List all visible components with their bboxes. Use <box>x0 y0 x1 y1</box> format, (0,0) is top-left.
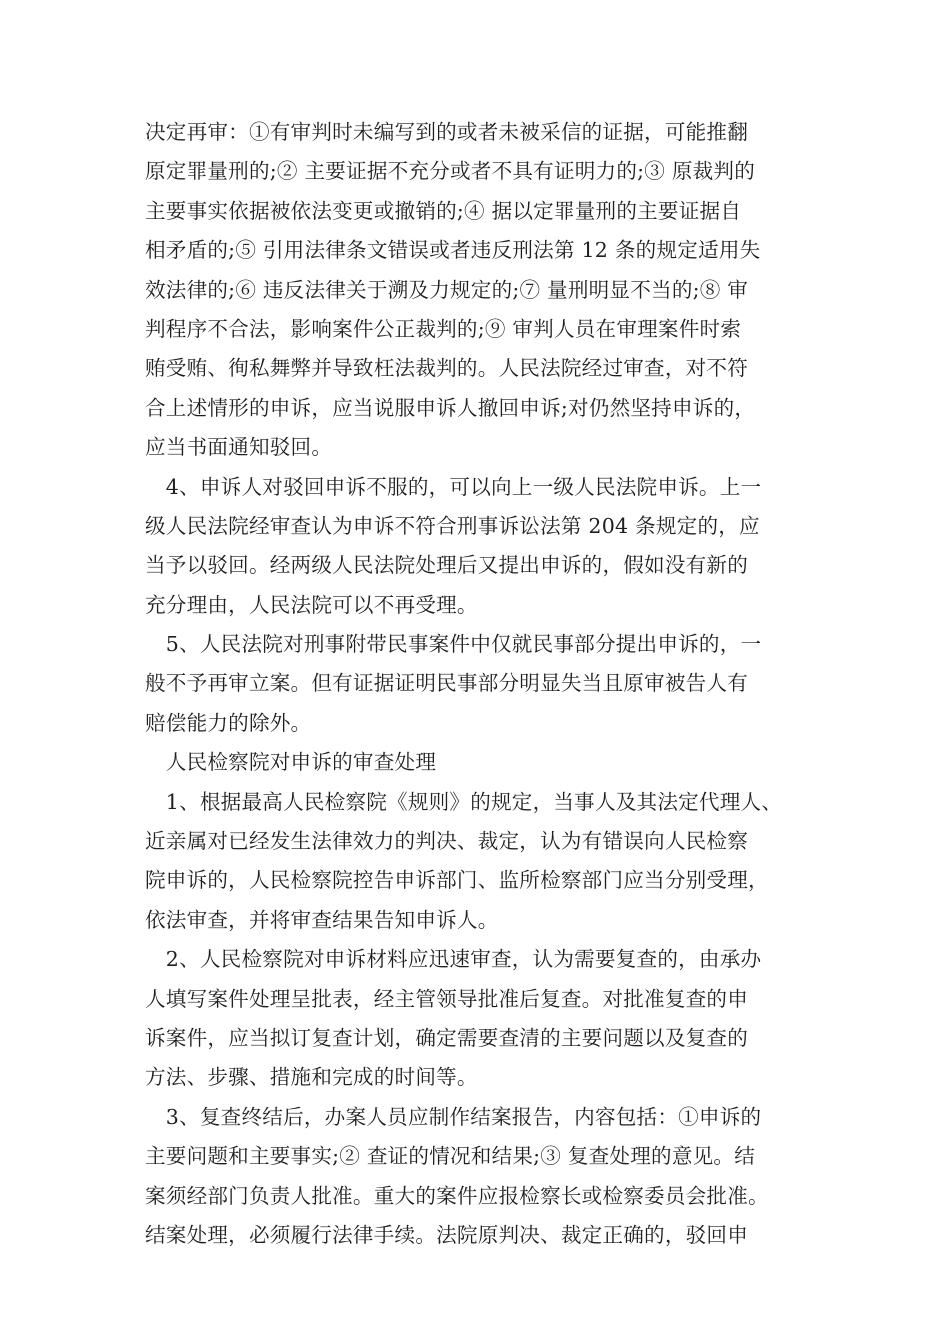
text-line: 般不予再审立案。但有证据证明民事部分明显失当且原审被告人有 <box>145 671 749 696</box>
text-line: 1、根据最高人民检察院《规则》的规定，当事人及其法定代理人、 <box>145 789 783 814</box>
text-line: 4、申诉人对驳回申诉不服的，可以向上一级人民法院申诉。上一 <box>145 474 762 499</box>
text-line: 2、人民检察院对申诉材料应迅速审查，认为需要复查的，由承办 <box>145 947 762 972</box>
text-line: 效法律的;⑥ 违反法律关于溯及力规定的;⑦ 量刑明显不当的;⑧ 审 <box>145 277 749 302</box>
section-heading: 人民检察院对申诉的审查处理 <box>145 750 437 775</box>
text-line: 结案处理，必须履行法律手续。法院原判决、裁定正确的，驳回申 <box>145 1222 749 1247</box>
text-line: 合上述情形的申诉，应当说服申诉人撤回申诉;对仍然坚持申诉的， <box>145 395 756 420</box>
text-line: 原定罪量刑的;② 主要证据不充分或者不具有证明力的;③ 原裁判的 <box>145 159 755 184</box>
text-line: 贿受贿、徇私舞弊并导致枉法裁判的。人民法院经过审查，对不符 <box>145 356 749 381</box>
text-line: 决定再审：①有审判时未编写到的或者未被采信的证据，可能推翻 <box>145 120 749 144</box>
text-line: 依法审查，并将审查结果告知申诉人。 <box>145 907 499 932</box>
text-line: 应当书面通知驳回。 <box>145 435 333 460</box>
text-line: 级人民法院经审查认为申诉不符合刑事诉讼法第 204 条规定的，应 <box>145 513 760 538</box>
text-line: 人填写案件处理呈批表，经主管领导批准后复查。对批准复查的申 <box>145 986 749 1011</box>
document-body <box>145 113 813 1255</box>
text-line: 主要事实依据被依法变更或撤销的;④ 据以定罪量刑的主要证据自 <box>145 198 742 223</box>
text-line: 方法、步骤、措施和完成的时间等。 <box>145 1065 478 1090</box>
text-line: 赔偿能力的除外。 <box>145 710 312 735</box>
text-line: 主要问题和主要事实;② 查证的情况和结果;③ 复查处理的意见。结 <box>145 1144 755 1169</box>
text-line: 判程序不合法，影响案件公正裁判的;⑨ 审判人员在审理案件时索 <box>145 316 742 341</box>
text-line: 当予以驳回。经两级人民法院处理后又提出申诉的，假如没有新的 <box>145 553 749 578</box>
text-line: 充分理由，人民法院可以不再受理。 <box>145 592 478 617</box>
text-line: 诉案件，应当拟订复查计划，确定需要查清的主要问题以及复查的 <box>145 1025 749 1050</box>
text-line: 3、复查终结后，办案人员应制作结案报告，内容包括：①申诉的 <box>145 1104 762 1129</box>
text-line: 案须经部门负责人批准。重大的案件应报检察长或检察委员会批准。 <box>145 1183 769 1208</box>
text-line: 5、人民法院对刑事附带民事案件中仅就民事部分提出申诉的，一 <box>145 632 762 657</box>
text-line: 近亲属对已经发生法律效力的判决、裁定，认为有错误向人民检察 <box>145 829 749 854</box>
text-line: 相矛盾的;⑤ 引用法律条文错误或者违反刑法第 12 条的规定适用失 <box>145 238 761 263</box>
text-line: 院申诉的，人民检察院控告申诉部门、监所检察部门应当分别受理， <box>145 868 769 893</box>
